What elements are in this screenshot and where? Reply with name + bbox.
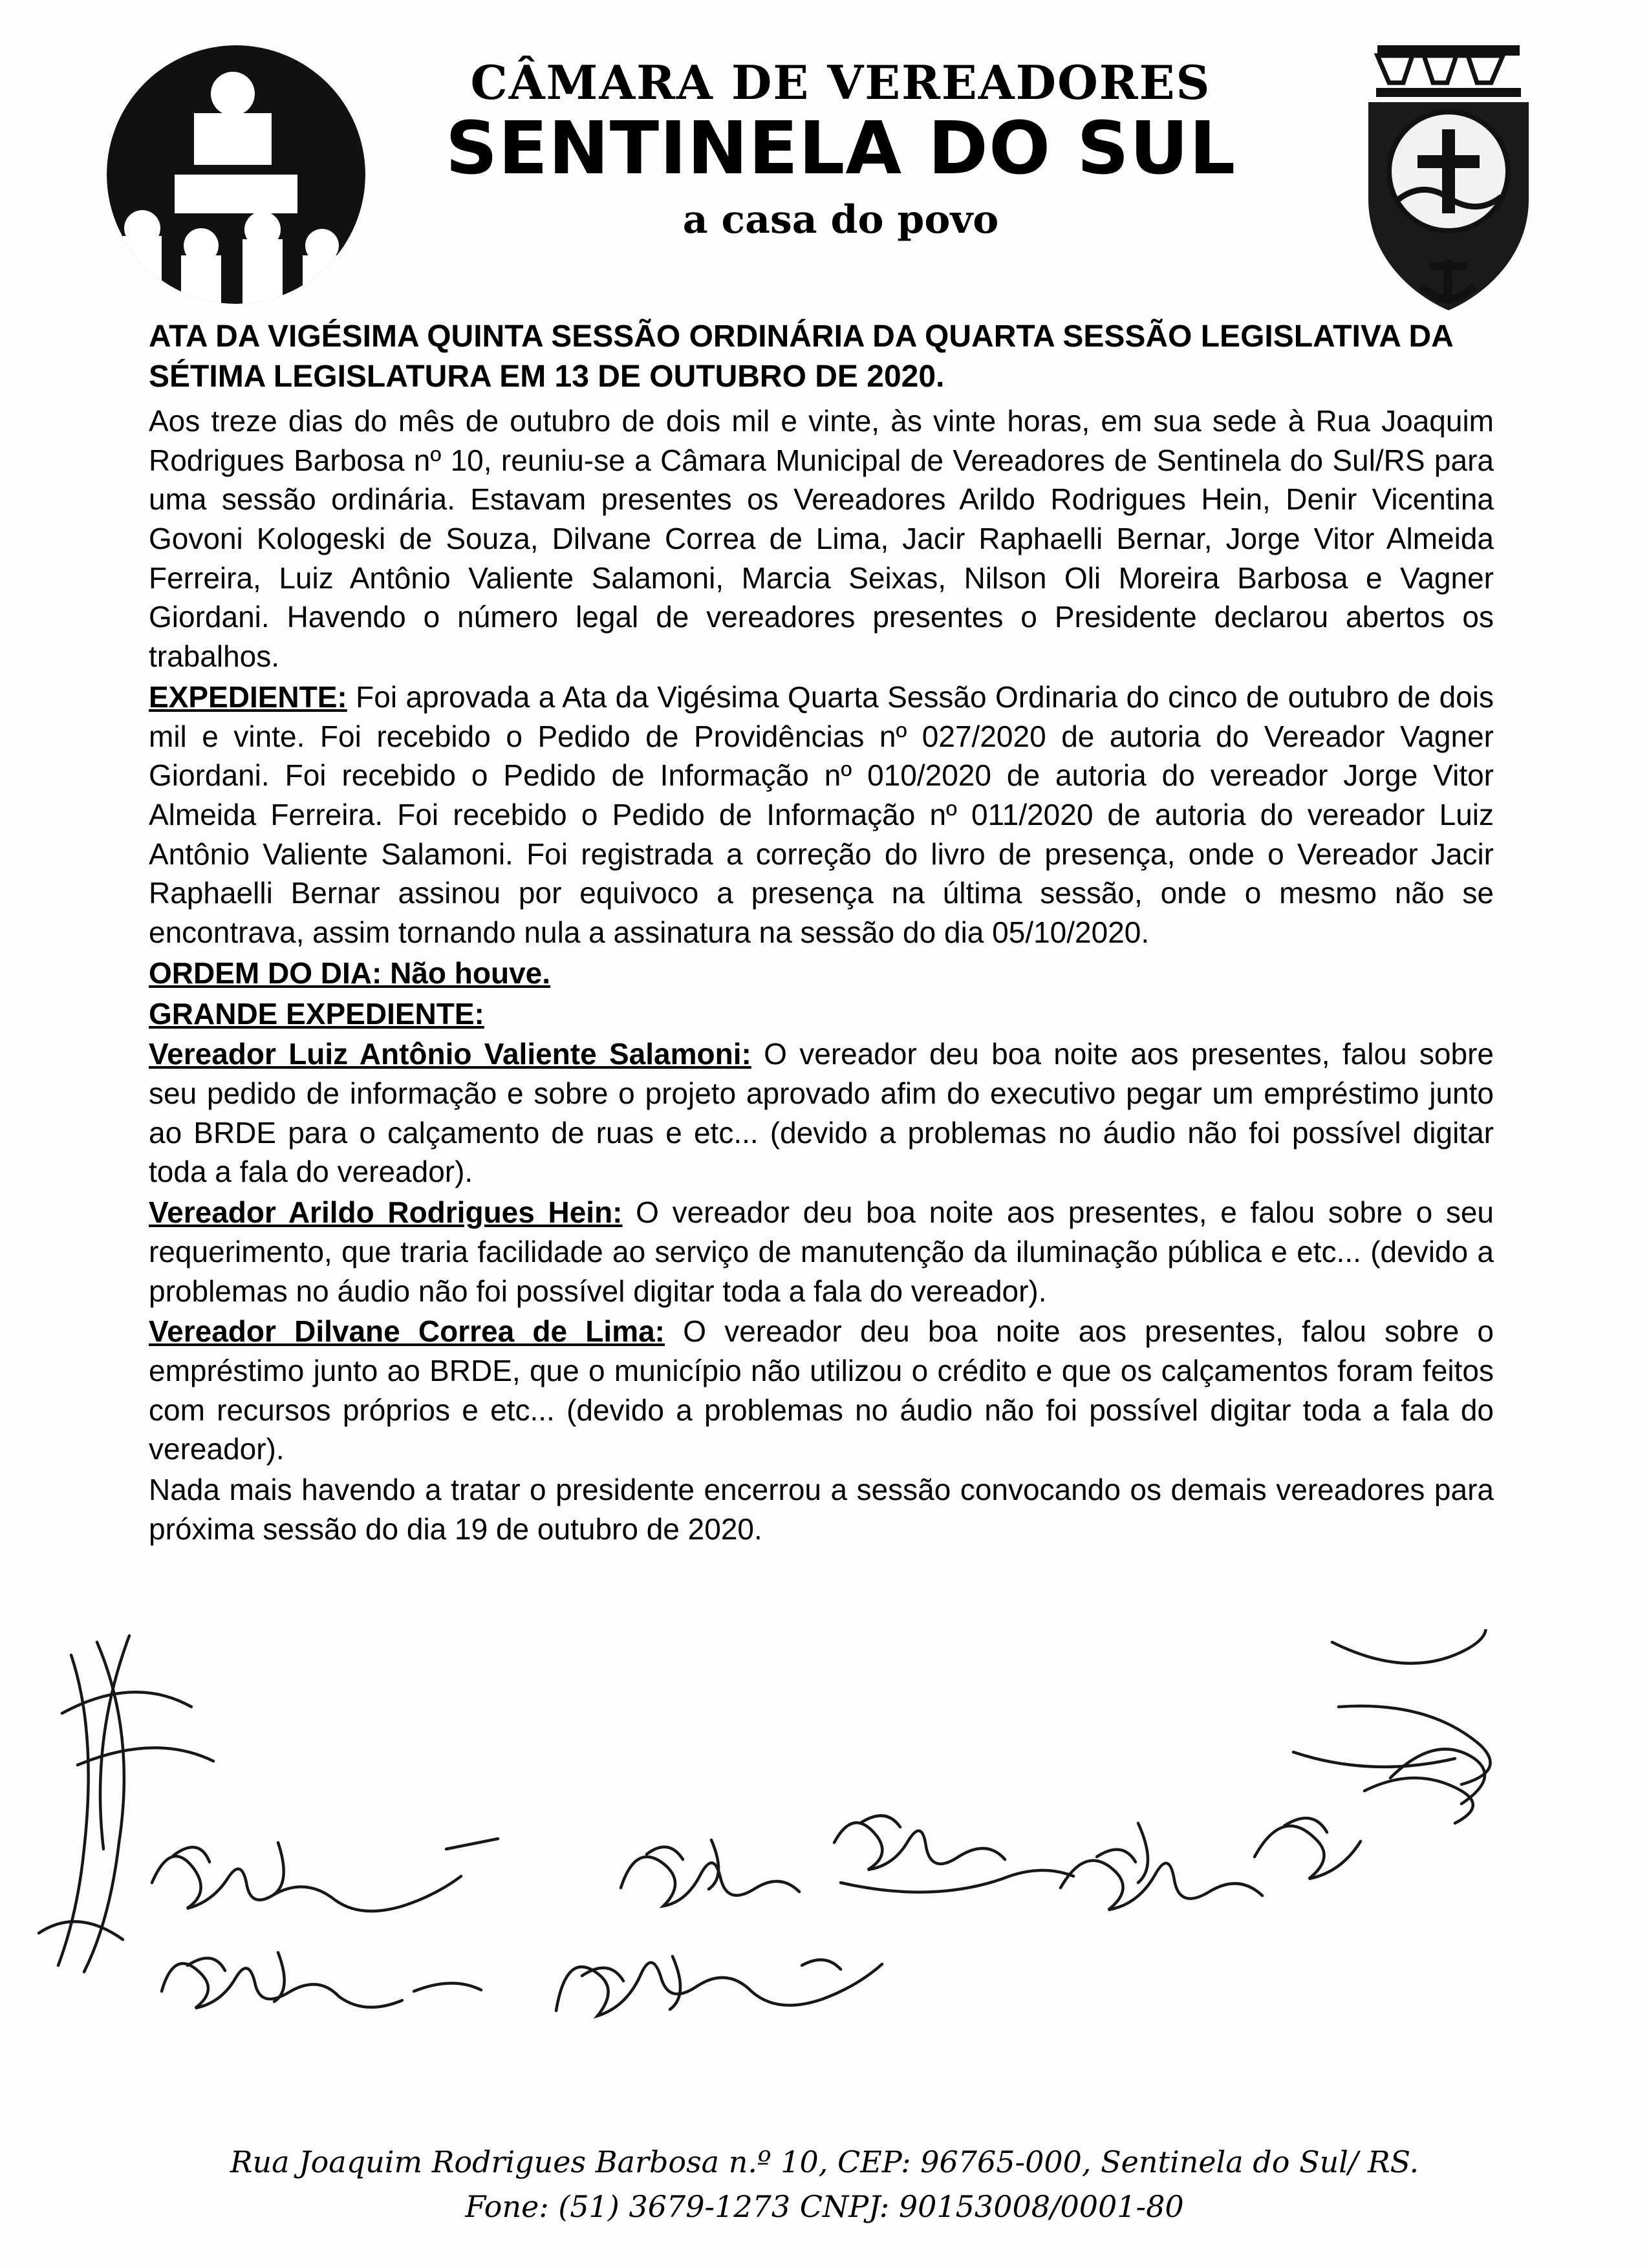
section-ordem-do-dia — [149, 954, 1494, 993]
municipal-coat-of-arms — [1339, 32, 1558, 317]
signature-block — [0, 1629, 1649, 2056]
footer-line-address: Rua Joaquim Rodrigues Barbosa n.º 10, CEP: 96765-000, Sentinela do Sul/ RS. — [230, 2145, 1419, 2179]
section-expediente — [149, 678, 1494, 952]
document-heading: ATA DA VIGÉSIMA QUINTA SESSÃO ORDINÁRIA DA QUARTA SESSÃO LEGISLATIVA DA SÉTIMA LEGISLATURA EM 13 DE OUTUBRO DE 2020. — [149, 319, 1453, 394]
section-grande-expediente — [149, 994, 1494, 1034]
chamber-name: CÂMARA DE VEREADORES — [470, 55, 1211, 110]
section-label-vereador-salamoni: Vereador Luiz Antônio Valiente Salamoni: — [149, 1037, 751, 1071]
section-label-vereador-lima: Vereador Dilvane Correa de Lima: — [149, 1314, 665, 1349]
letterhead — [0, 19, 1649, 323]
section-text-expediente: Foi aprovada a Ata da Vigésima Quarta Sessão Ordinaria do cinco de outubro de dois mil e vinte. Foi recebido o Pedido de Providências nº 027/2020 de autoria do Vereador Vagner Giordani. Foi recebido o Pedido de Informação nº 010/2020 de autoria do vereador Jorge Vitor Almeida Ferreira. Foi recebido o Pedido de Informação nº 011/2020 de autoria do vereador Luiz Antônio Valiente Salamoni. Foi registrada a correção do livro de presença, onde o Vereador Jacir Raphaelli Bernar assinou por equivoco a presença na última sessão, onde o mesmo não se encontrava, assim tornando nula a assinatura na sessão do dia 05/10/2020. — [149, 679, 1494, 950]
letterhead-text — [388, 55, 1293, 243]
assembly-people-logo — [97, 42, 375, 314]
section-vereador-hein — [149, 1193, 1494, 1311]
section-vereador-salamoni — [149, 1034, 1494, 1192]
section-label-expediente: EXPEDIENTE: — [149, 679, 347, 714]
slogan: a casa do povo — [682, 197, 999, 243]
section-vereador-lima — [149, 1312, 1494, 1469]
opening-paragraph: Aos treze dias do mês de outubro de dois mil e vinte, às vinte horas, em sua sede à Rua Joaquim Rodrigues Barbosa nº 10, reuniu-se a Câmara Municipal de Vereadores de Sentinela do Sul/RS para uma sessão ordinária. Estavam presentes os Vereadores Arildo Rodrigues Hein, Denir Vicentina Govoni Kologeski de Souza, Dilvane Correa de Lima, Jacir Raphaelli Bernar, Jorge Vitor Almeida Ferreira, Luiz Antônio Valiente Salamoni, Marcia Seixas, Nilson Oli Moreira Barbosa e Vagner Giordani. Havendo o número legal de vereadores presentes o Presidente declarou abertos os trabalhos. — [149, 403, 1494, 674]
section-text-vereador-hein: O vereador deu boa noite aos presentes, e falou sobre o seu requerimento, que traria facilidade ao serviço de manutenção da iluminação pública e etc... (devido a problemas no áudio não foi possível digitar toda a fala do vereador). — [149, 1195, 1494, 1308]
city-name: SENTINELA DO SUL — [445, 106, 1236, 191]
footer-line-contact: Fone: (51) 3679-1273 CNPJ: 90153008/0001-80 — [465, 2189, 1184, 2224]
section-label-vereador-hein: Vereador Arildo Rodrigues Hein: — [149, 1195, 623, 1230]
closing-paragraph: Nada mais havendo a tratar o presidente encerrou a sessão convocando os demais vereadores para próxima sessão do dia 19 de outubro de 2020. — [149, 1473, 1494, 1546]
section-label-grande-expediente: GRANDE EXPEDIENTE: — [149, 996, 484, 1031]
section-label-ordem-do-dia: ORDEM DO DIA: Não houve. — [149, 956, 551, 990]
footer-address — [0, 2140, 1649, 2229]
document-body — [149, 317, 1494, 1549]
section-text-vereador-salamoni: O vereador deu boa noite aos presentes, falou sobre seu pedido de informação e sobre o projeto aprovado afim do executivo pegar um empréstimo junto ao BRDE para o calçamento de ruas e etc... (devido a problemas no áudio não foi possível digitar toda a fala do vereador). — [149, 1037, 1494, 1189]
section-text-vereador-lima: O vereador deu boa noite aos presentes, falou sobre o empréstimo junto ao BRDE, que o município não utilizou o crédito e que os calçamentos foram feitos com recursos próprios e etc... (devido a problemas no áudio não foi possível digitar toda a fala do vereador). — [149, 1314, 1494, 1466]
